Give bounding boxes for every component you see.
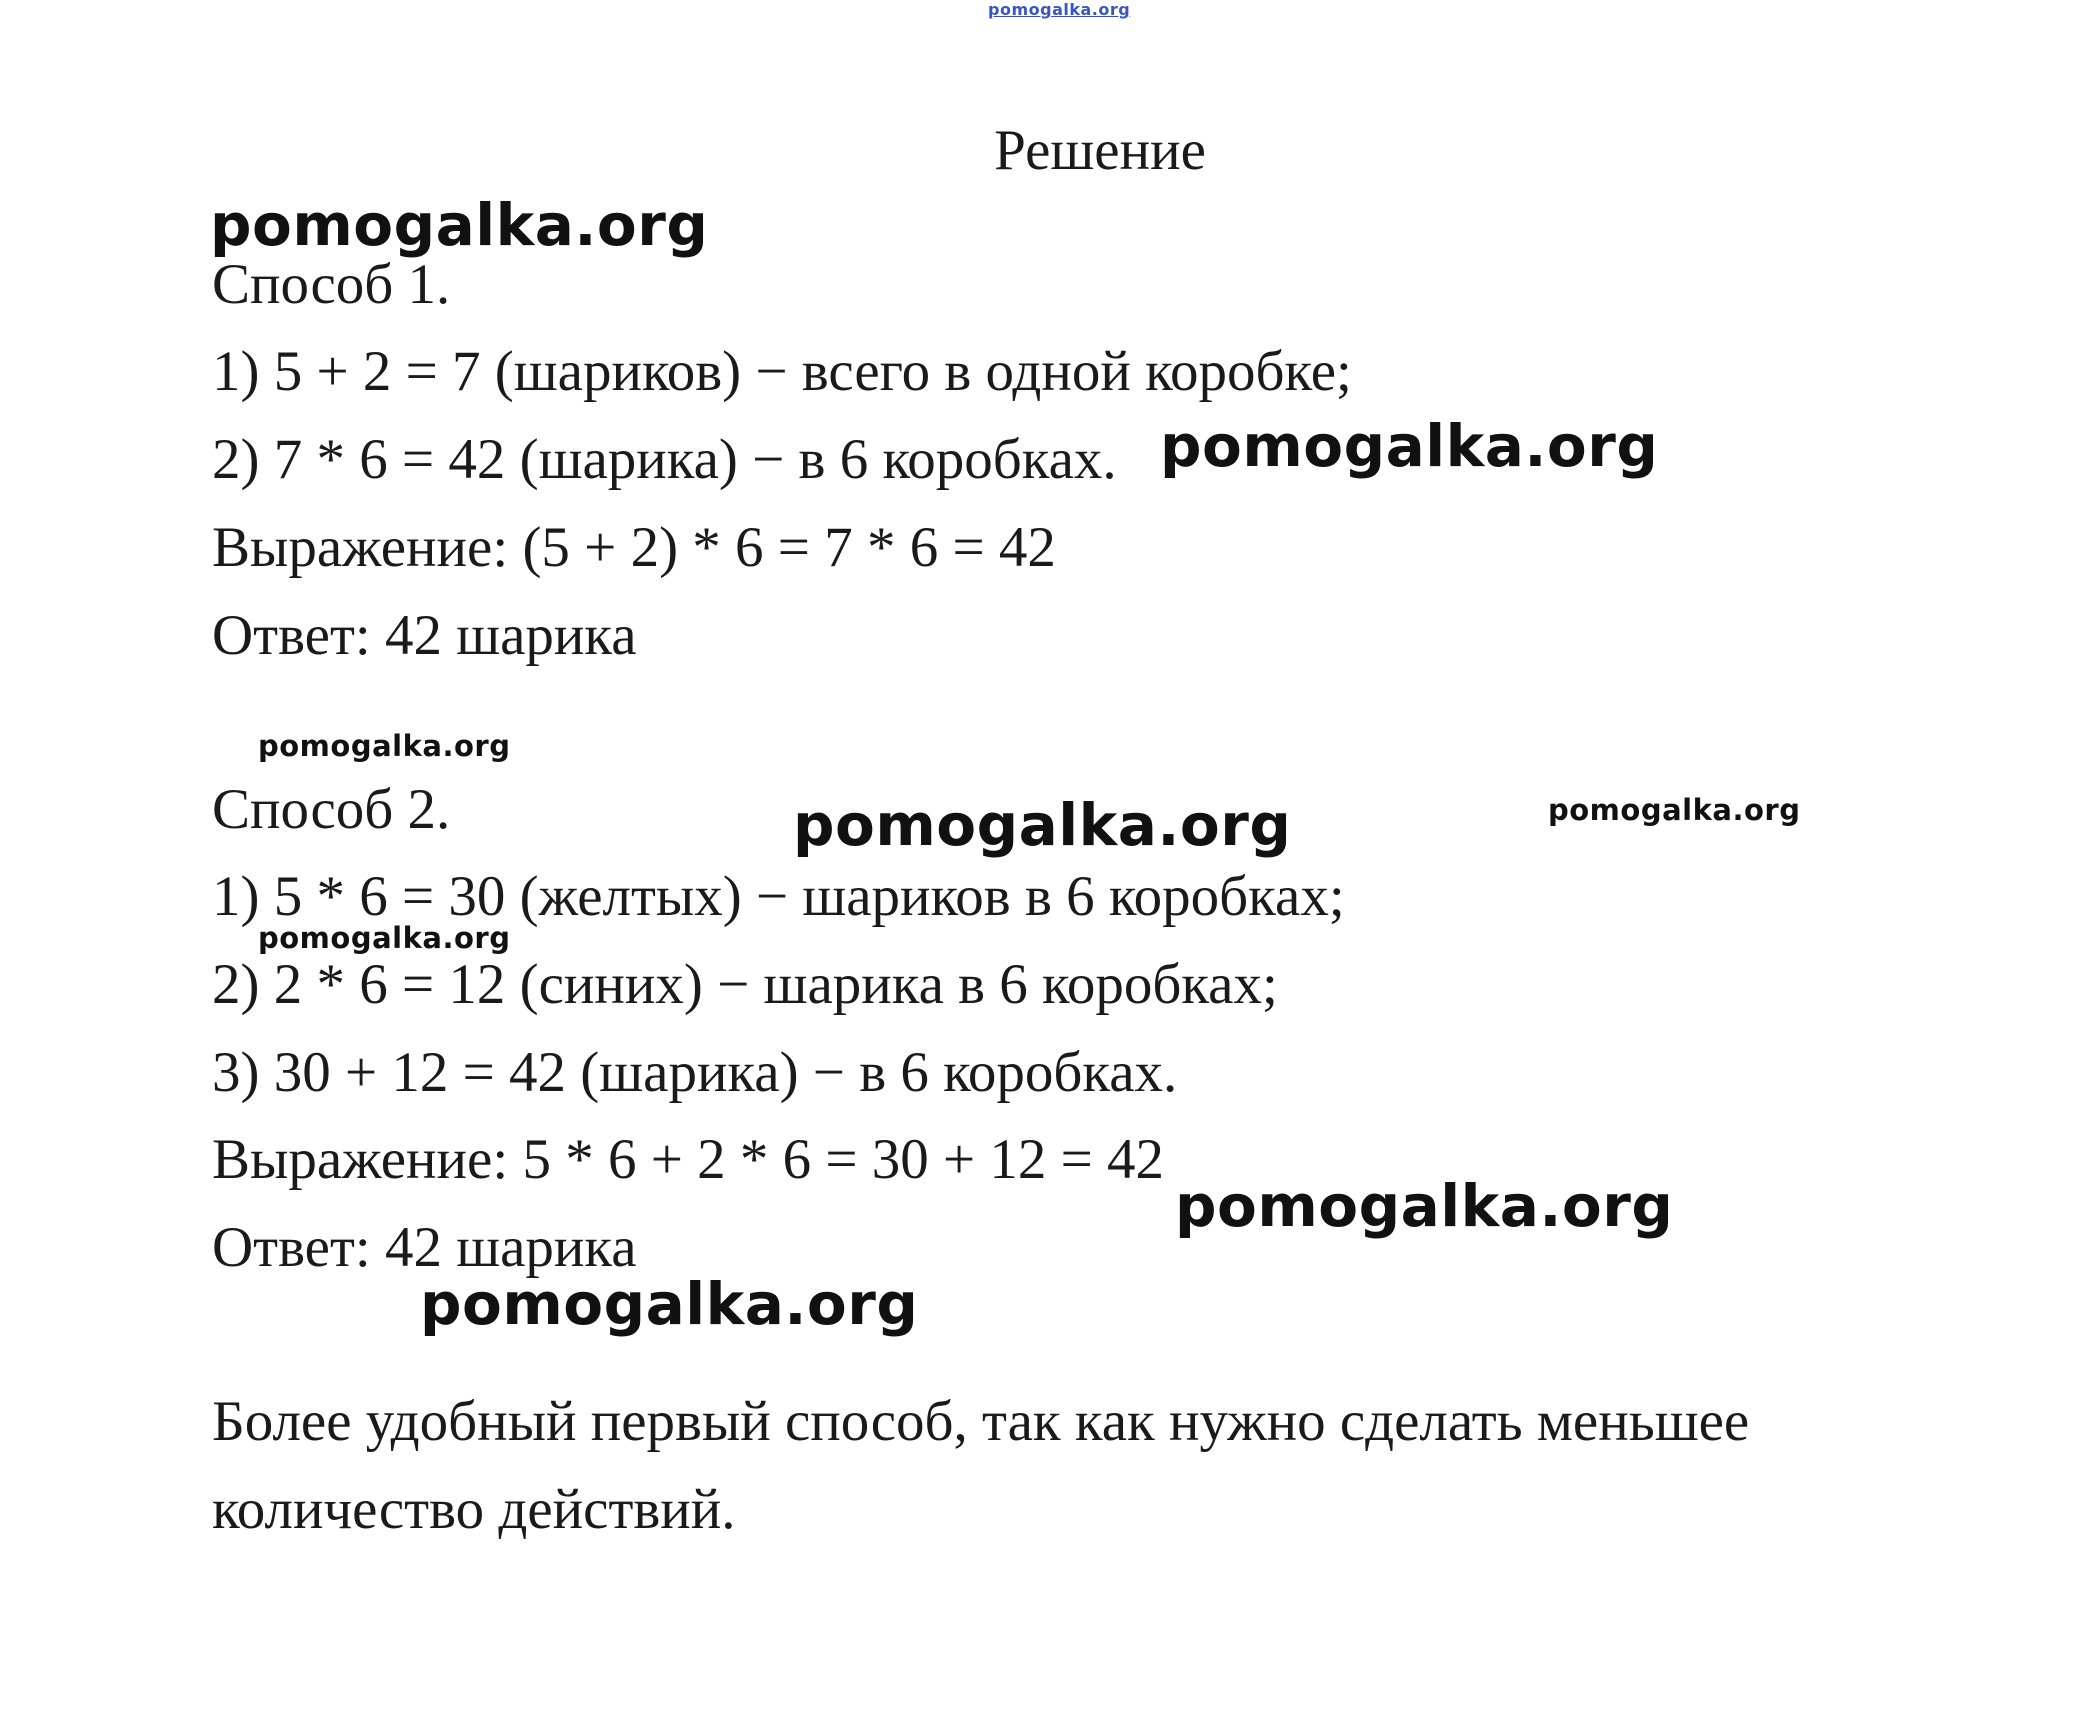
method2-expression: Выражение: 5 * 6 + 2 * 6 = 30 + 12 = 42 xyxy=(212,1128,1165,1191)
page-title: Решение xyxy=(994,119,1206,182)
watermark-top-link[interactable]: pomogalka.org xyxy=(988,0,1131,19)
method2-step-1: 1) 5 * 6 = 30 (желтых) − шариков в 6 коробках; xyxy=(212,865,1345,928)
watermark-text: pomogalka.org xyxy=(1160,412,1659,480)
method2-step-2: 2) 2 * 6 = 12 (синих) − шарика в 6 коробках; xyxy=(212,953,1278,1016)
method2-step-3: 3) 30 + 12 = 42 (шарика) − в 6 коробках. xyxy=(212,1041,1178,1104)
method1-heading: Способ 1. xyxy=(212,253,451,316)
watermark-text: pomogalka.org xyxy=(258,729,511,763)
watermark-text: pomogalka.org xyxy=(1548,793,1801,827)
watermark-text: pomogalka.org xyxy=(420,1270,919,1338)
method2-heading: Способ 2. xyxy=(212,778,451,841)
conclusion-line-2: количество действий. xyxy=(212,1478,736,1541)
watermark-text: pomogalka.org xyxy=(1175,1172,1674,1240)
method1-step-2: 2) 7 * 6 = 42 (шарика) − в 6 коробках. xyxy=(212,428,1117,491)
method1-answer: Ответ: 42 шарика xyxy=(212,604,637,667)
watermark-text: pomogalka.org xyxy=(210,191,709,259)
method1-step-1: 1) 5 + 2 = 7 (шариков) − всего в одной коробке; xyxy=(212,340,1352,403)
conclusion-line-1: Более удобный первый способ, так как нужно сделать меньшее xyxy=(212,1390,1750,1453)
method1-expression: Выражение: (5 + 2) * 6 = 7 * 6 = 42 xyxy=(212,516,1056,579)
watermark-text: pomogalka.org xyxy=(258,921,511,955)
method2-answer: Ответ: 42 шарика xyxy=(212,1216,637,1279)
watermark-text: pomogalka.org xyxy=(793,791,1292,859)
